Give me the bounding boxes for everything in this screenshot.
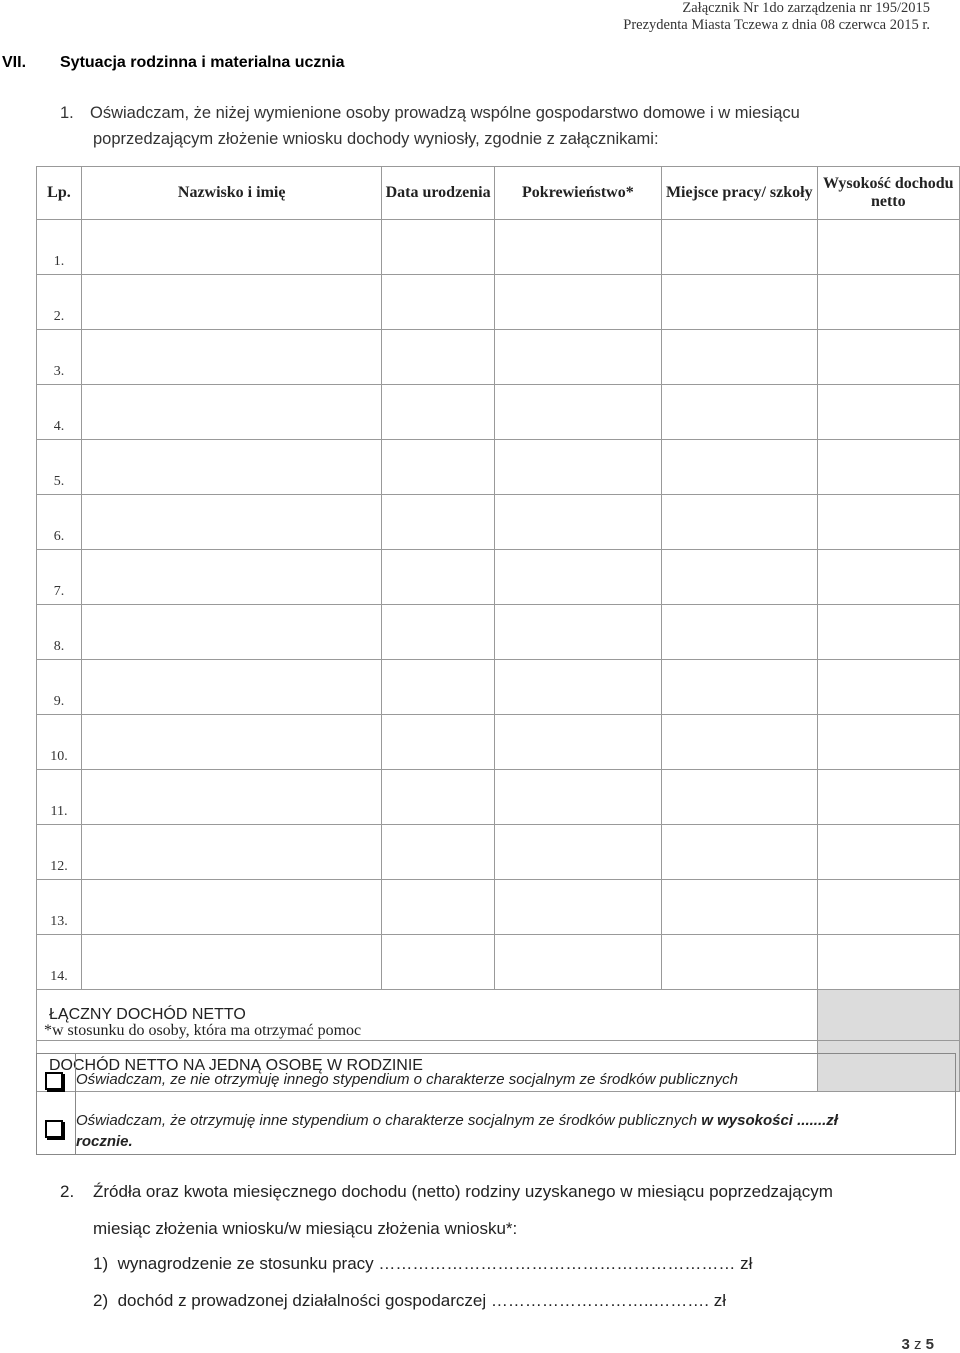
relation-cell[interactable] xyxy=(494,275,661,330)
table-row xyxy=(37,385,960,440)
row-number: 6. xyxy=(37,495,82,550)
table-row xyxy=(37,660,960,715)
declaration-amount: w wysokości .......zł xyxy=(701,1112,838,1129)
relation-cell[interactable] xyxy=(494,220,661,275)
section-number: VII. xyxy=(2,54,27,71)
relation-cell[interactable] xyxy=(494,825,661,880)
per-person-income-label: DOCHÓD NETTO NA JEDNĄ OSOBĘ W RODZINIE xyxy=(37,1041,818,1092)
point1-line1: Oświadczam, że niżej wymienione osoby prowadzą wspólne gospodarstwo domowe i w miesiącu xyxy=(90,104,800,122)
total-income-label: ŁĄCZNY DOCHÓD NETTO xyxy=(37,990,818,1041)
header-income: Wysokość dochodu netto xyxy=(817,167,959,220)
relation-cell[interactable] xyxy=(494,935,661,990)
name-cell[interactable] xyxy=(81,330,381,385)
point1-number: 1. xyxy=(60,104,74,122)
total-income-field[interactable] xyxy=(817,990,959,1041)
row-number: 5. xyxy=(37,440,82,495)
page-current: 3 xyxy=(901,1336,910,1353)
birth-date-cell[interactable] xyxy=(382,495,494,550)
workplace-cell[interactable] xyxy=(661,440,817,495)
workplace-cell[interactable] xyxy=(661,275,817,330)
page-number xyxy=(901,1336,934,1353)
header-name: Nazwisko i imię xyxy=(81,167,381,220)
name-cell[interactable] xyxy=(81,660,381,715)
income-cell[interactable] xyxy=(817,330,959,385)
attachment-header-line1: Załącznik Nr 1do zarządzenia nr 195/2015 xyxy=(682,0,930,16)
household-income-table xyxy=(36,166,960,1092)
birth-date-cell[interactable] xyxy=(382,660,494,715)
income-cell[interactable] xyxy=(817,935,959,990)
workplace-cell[interactable] xyxy=(661,550,817,605)
attachment-header-line2: Prezydenta Miasta Tczewa z dnia 08 czerwca 2015 r. xyxy=(623,17,930,33)
birth-date-cell[interactable] xyxy=(382,825,494,880)
table-row xyxy=(37,330,960,385)
workplace-cell[interactable] xyxy=(661,220,817,275)
income-cell[interactable] xyxy=(817,880,959,935)
name-cell[interactable] xyxy=(81,275,381,330)
row-number: 11. xyxy=(37,770,82,825)
birth-date-cell[interactable] xyxy=(382,330,494,385)
relation-cell[interactable] xyxy=(494,770,661,825)
workplace-cell[interactable] xyxy=(661,605,817,660)
page-separator: z xyxy=(913,1336,922,1353)
relation-footnote: *w stosunku do osoby, która ma otrzymać pomoc xyxy=(44,1022,362,1039)
birth-date-cell[interactable] xyxy=(382,605,494,660)
declaration-other-scholarship xyxy=(76,1112,838,1129)
income-cell[interactable] xyxy=(817,275,959,330)
income-cell[interactable] xyxy=(817,495,959,550)
row-number: 13. xyxy=(37,880,82,935)
row-number: 1. xyxy=(37,220,82,275)
point2-line1: Źródła oraz kwota miesięcznego dochodu (netto) rodziny uzyskanego w miesiącu poprzedzającym xyxy=(93,1182,833,1201)
relation-cell[interactable] xyxy=(494,440,661,495)
name-cell[interactable] xyxy=(81,770,381,825)
row-number: 12. xyxy=(37,825,82,880)
name-cell[interactable] xyxy=(81,715,381,770)
row-number: 14. xyxy=(37,935,82,990)
birth-date-cell[interactable] xyxy=(382,275,494,330)
table-row xyxy=(37,220,960,275)
row-number: 7. xyxy=(37,550,82,605)
point1-line2: poprzedzającym złożenie wniosku dochody wyniosły, zgodnie z załącznikami: xyxy=(93,130,659,148)
section-title: Sytuacja rodzinna i materialna ucznia xyxy=(60,54,345,71)
checkbox-no-other-scholarship[interactable] xyxy=(45,1072,63,1090)
birth-date-cell[interactable] xyxy=(382,440,494,495)
income-item-text: dochód z prowadzonej działalności gospodarczej ………………………..………. zł xyxy=(117,1291,727,1310)
workplace-cell[interactable] xyxy=(661,385,817,440)
workplace-cell[interactable] xyxy=(661,715,817,770)
income-item-number: 1) xyxy=(93,1254,109,1273)
name-cell[interactable] xyxy=(81,220,381,275)
birth-date-cell[interactable] xyxy=(382,220,494,275)
birth-date-cell[interactable] xyxy=(382,715,494,770)
income-item-text: wynagrodzenie ze stosunku pracy ……………………………………………………… zł xyxy=(117,1254,753,1273)
workplace-cell[interactable] xyxy=(661,770,817,825)
income-item-number: 2) xyxy=(93,1291,109,1310)
workplace-cell[interactable] xyxy=(661,880,817,935)
row-number: 10. xyxy=(37,715,82,770)
name-cell[interactable] xyxy=(81,935,381,990)
row-number: 3. xyxy=(37,330,82,385)
name-cell[interactable] xyxy=(81,880,381,935)
relation-cell[interactable] xyxy=(494,605,661,660)
table-row xyxy=(37,715,960,770)
income-cell[interactable] xyxy=(817,550,959,605)
name-cell[interactable] xyxy=(81,825,381,880)
relation-cell[interactable] xyxy=(494,550,661,605)
workplace-cell[interactable] xyxy=(661,825,817,880)
income-cell[interactable] xyxy=(817,715,959,770)
name-cell[interactable] xyxy=(81,385,381,440)
birth-date-cell[interactable] xyxy=(382,935,494,990)
workplace-cell[interactable] xyxy=(661,495,817,550)
birth-date-cell[interactable] xyxy=(382,880,494,935)
row-number: 8. xyxy=(37,605,82,660)
relation-cell[interactable] xyxy=(494,715,661,770)
income-cell[interactable] xyxy=(817,220,959,275)
table-row xyxy=(37,550,960,605)
declaration-no-other-scholarship: Oświadczam, ze nie otrzymuję innego stypendium o charakterze socjalnym ze środków publicznych xyxy=(76,1071,738,1088)
birth-date-cell[interactable] xyxy=(382,770,494,825)
relation-cell[interactable] xyxy=(494,880,661,935)
income-cell[interactable] xyxy=(817,660,959,715)
table-row xyxy=(37,880,960,935)
table-header-row xyxy=(37,167,960,220)
name-cell[interactable] xyxy=(81,495,381,550)
income-item-business xyxy=(93,1291,726,1311)
header-lp: Lp. xyxy=(37,167,82,220)
point2-line2: miesiąc złożenia wniosku/w miesiącu złożenia wniosku*: xyxy=(93,1219,518,1238)
relation-cell[interactable] xyxy=(494,495,661,550)
income-cell[interactable] xyxy=(817,605,959,660)
workplace-cell[interactable] xyxy=(661,330,817,385)
row-number: 9. xyxy=(37,660,82,715)
name-cell[interactable] xyxy=(81,440,381,495)
scholarship-declarations xyxy=(36,1053,956,1155)
declaration-other-scholarship-text: Oświadczam, że otrzymuję inne stypendium o charakterze socjalnym ze środków publicznych xyxy=(76,1112,698,1129)
income-cell[interactable] xyxy=(817,385,959,440)
table-row xyxy=(37,605,960,660)
income-cell[interactable] xyxy=(817,770,959,825)
income-item-salary xyxy=(93,1254,752,1274)
income-cell[interactable] xyxy=(817,825,959,880)
checkbox-column xyxy=(37,1054,76,1154)
checkbox-other-scholarship[interactable] xyxy=(45,1120,63,1138)
header-relation: Pokrewieństwo* xyxy=(494,167,661,220)
name-cell[interactable] xyxy=(81,550,381,605)
table-row xyxy=(37,825,960,880)
workplace-cell[interactable] xyxy=(661,660,817,715)
relation-cell[interactable] xyxy=(494,660,661,715)
table-row xyxy=(37,495,960,550)
declaration-other-scholarship-line2: rocznie. xyxy=(76,1133,133,1150)
birth-date-cell[interactable] xyxy=(382,385,494,440)
table-row xyxy=(37,440,960,495)
table-row xyxy=(37,770,960,825)
row-number: 2. xyxy=(37,275,82,330)
point1-paragraph xyxy=(60,100,940,152)
page-total: 5 xyxy=(925,1336,934,1353)
table-row xyxy=(37,935,960,990)
point2-number: 2. xyxy=(60,1182,75,1201)
relation-cell[interactable] xyxy=(494,385,661,440)
birth-date-cell[interactable] xyxy=(382,550,494,605)
workplace-cell[interactable] xyxy=(661,935,817,990)
row-number: 4. xyxy=(37,385,82,440)
relation-cell[interactable] xyxy=(494,330,661,385)
header-workplace: Miejsce pracy/ szkoły xyxy=(661,167,817,220)
name-cell[interactable] xyxy=(81,605,381,660)
header-birth-date: Data urodzenia xyxy=(382,167,494,220)
table-row xyxy=(37,275,960,330)
income-cell[interactable] xyxy=(817,440,959,495)
